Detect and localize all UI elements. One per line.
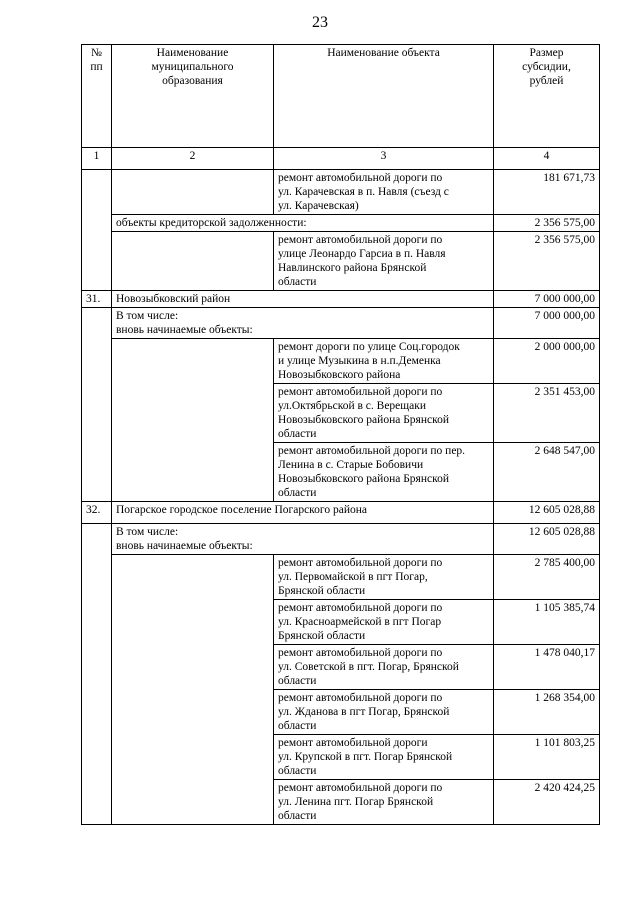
numbering-cell: 3 [274, 148, 494, 170]
numbering-cell: 4 [494, 148, 600, 170]
object-cell: ремонт дороги по улице Соц.городок и улице Музыкина в н.п.Деменка Новозыбковского района [274, 339, 494, 384]
section-name: Новозыбковский район [112, 291, 494, 308]
amount-cell: 181 671,73 [494, 170, 600, 215]
table-row [82, 308, 600, 339]
page-number: 23 [312, 14, 328, 31]
numbering-row [82, 148, 600, 170]
number-cell-empty [82, 170, 112, 291]
table-row [82, 215, 600, 232]
object-cell: ремонт автомобильной дороги ул. Крупской в пгт. Погар Брянской области [274, 735, 494, 780]
table-row [82, 339, 600, 384]
object-cell: ремонт автомобильной дороги по ул. Первомайской в пгт Погар, Брянской области [274, 555, 494, 600]
section-amount: 12 605 028,88 [494, 502, 600, 524]
object-cell: ремонт автомобильной дороги по улице Леонардо Гарсиа в п. Навля Навлинского района Брянской области [274, 232, 494, 291]
header-number: № пп [82, 45, 112, 148]
object-cell: ремонт автомобильной дороги по ул. Красноармейской в пгт Погар Брянской области [274, 600, 494, 645]
object-cell: ремонт автомобильной дороги по ул.Октябрьской в с. Верещаки Новозыбковского района Брянской области [274, 384, 494, 443]
municipality-cell-empty [112, 170, 274, 215]
amount-cell: 2 420 424,25 [494, 780, 600, 825]
number-cell-empty [82, 308, 112, 502]
section-number: 31. [82, 291, 112, 308]
section-name: Погарское городское поселение Погарского района [112, 502, 494, 524]
section-row [82, 502, 600, 524]
section-number: 32. [82, 502, 112, 524]
amount-cell: 1 105 385,74 [494, 600, 600, 645]
subtotal-label: В том числе: вновь начинаемые объекты: [112, 524, 494, 555]
header-subsidy: Размер субсидии, рублей [494, 45, 600, 148]
amount-cell: 2 356 575,00 [494, 232, 600, 291]
numbering-cell: 2 [112, 148, 274, 170]
header-row [82, 45, 600, 148]
table-row [82, 170, 600, 215]
section-row [82, 291, 600, 308]
header-object: Наименование объекта [274, 45, 494, 148]
amount-cell: 1 101 803,25 [494, 735, 600, 780]
section-amount: 7 000 000,00 [494, 291, 600, 308]
amount-cell: 1 268 354,00 [494, 690, 600, 735]
object-cell: ремонт автомобильной дороги по ул. Советской в пгт. Погар, Брянской области [274, 645, 494, 690]
category-label: объекты кредиторской задолженности: [112, 215, 494, 232]
municipality-cell-empty [112, 339, 274, 502]
amount-cell: 1 478 040,17 [494, 645, 600, 690]
numbering-cell: 1 [82, 148, 112, 170]
amount-cell: 2 648 547,00 [494, 443, 600, 502]
table-row [82, 524, 600, 555]
municipality-cell-empty [112, 232, 274, 291]
table-row [82, 232, 600, 291]
object-cell: ремонт автомобильной дороги по ул. Ленина пгт. Погар Брянской области [274, 780, 494, 825]
object-cell: ремонт автомобильной дороги по ул. Карачевская в п. Навля (съезд с ул. Карачевская) [274, 170, 494, 215]
object-cell: ремонт автомобильной дороги по пер. Ленина в с. Старые Бобовичи Новозыбковского района Брянской области [274, 443, 494, 502]
amount-cell: 2 000 000,00 [494, 339, 600, 384]
header-municipality: Наименование муниципального образования [112, 45, 274, 148]
subtotal-label: В том числе: вновь начинаемые объекты: [112, 308, 494, 339]
object-cell: ремонт автомобильной дороги по ул. Жданова в пгт Погар, Брянской области [274, 690, 494, 735]
amount-cell: 7 000 000,00 [494, 308, 600, 339]
subsidy-table [81, 44, 600, 825]
amount-cell: 2 785 400,00 [494, 555, 600, 600]
number-cell-empty [82, 524, 112, 825]
table-row [82, 555, 600, 600]
municipality-cell-empty [112, 555, 274, 825]
amount-cell: 2 351 453,00 [494, 384, 600, 443]
amount-cell: 12 605 028,88 [494, 524, 600, 555]
amount-cell: 2 356 575,00 [494, 215, 600, 232]
